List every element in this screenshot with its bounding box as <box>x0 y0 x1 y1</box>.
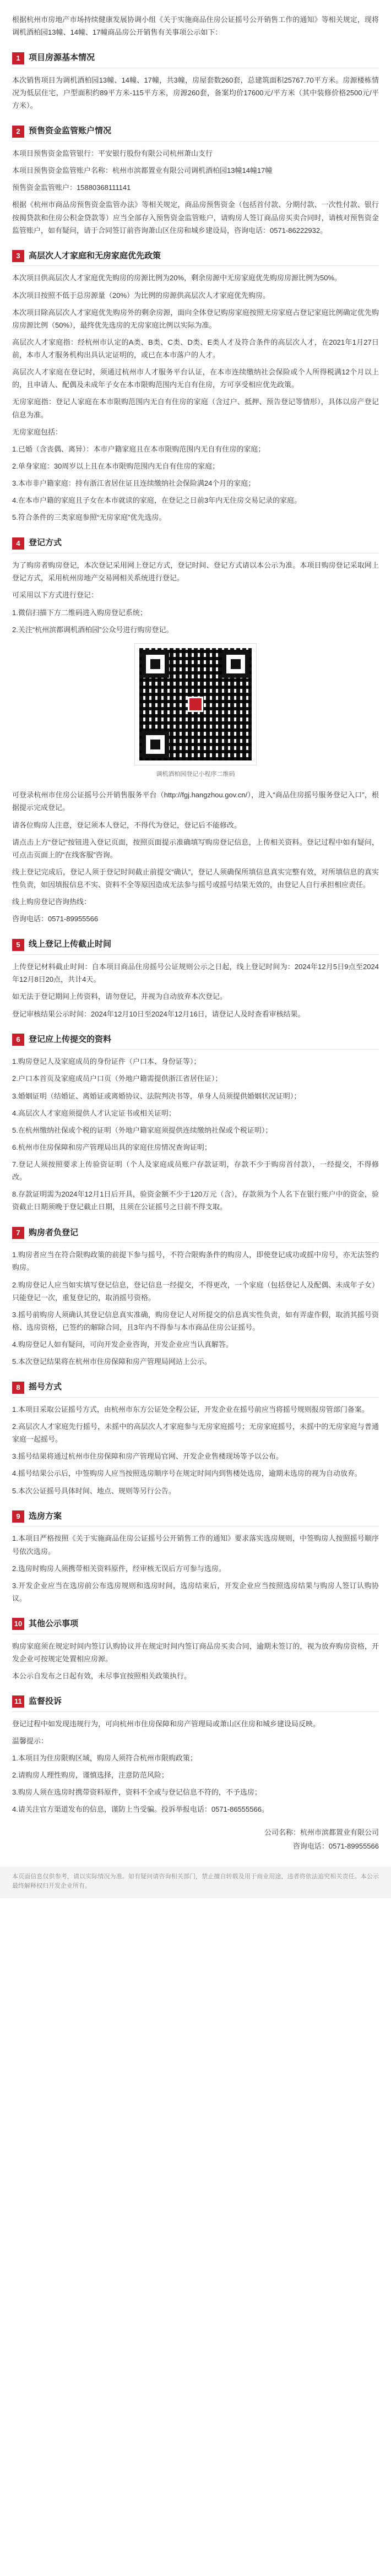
section-paragraph: 3.摇号结果将通过杭州市住房保障和房产管理局官网、开发企业售楼现场等予以公布。 <box>12 1452 283 1461</box>
section-paragraph: 7.登记人须按照要求上传验资证明（个人及家庭成员账户存款证明，存款不少于购房首付款），一经提交，不得修改。 <box>12 1160 379 1182</box>
section-title: 选房方案 <box>29 1511 62 1521</box>
section-paragraph: 4.摇号结果公示后，中签购房人应当按照选房顺序号在规定时间内到售楼处选房，逾期未选房的视为自动放弃。 <box>12 1469 362 1478</box>
section-number-badge: 6 <box>12 1034 24 1046</box>
signature-phone: 咨询电话：0571-89955566 <box>292 1841 379 1850</box>
section-paragraph: 4.在本市户籍的家庭且子女在本市就读的家庭，在登记之日前3年内无住房交易记录的家庭。 <box>12 496 302 505</box>
section-title: 摇号方式 <box>29 1382 62 1392</box>
section-paragraph: 本项目预售资金监管银行：平安银行股份有限公司杭州萧山支行 <box>12 149 213 157</box>
footer-disclaimer <box>0 1867 391 1898</box>
section-paragraph: 请点击上方“登记”按钮进入登记页面，按照页面提示准确填写购房登记信息，上传相关资料。登记过程中如有疑问，可点击页面上的“在线客服”咨询。 <box>12 838 379 859</box>
section-paragraph: 1.微信扫描下方二维码进入购房登记系统； <box>12 608 147 617</box>
section-header <box>12 1617 379 1634</box>
section-number-badge: 2 <box>12 126 24 138</box>
section-paragraph: 2.高层次人才家庭先行摇号，未摇中的高层次人才家庭参与无房家庭摇号；无房家庭摇号，未摇中的无房家庭与普通家庭一起摇号。 <box>12 1422 379 1444</box>
section-paragraph: 预售资金监管账户：15880368111141 <box>12 183 131 192</box>
section-paragraph: 1.本项目严格按照《关于实施商品住房公证摇号公开销售工作的通知》要求落实选房规则，中签购房人按照摇号顺序号依次选房。 <box>12 1534 379 1556</box>
section-number-badge: 8 <box>12 1382 24 1394</box>
section-paragraph: 1.本项目采取公证摇号方式，由杭州市东方公证处全程公证，开发企业在摇号前应当将摇号规则报房管部门备案。 <box>12 1405 369 1414</box>
section-paragraph: 8.存款证明需为2024年12月1日后开具，验资金额不少于120万元（含），存款须为个人名下在银行账户中的资金，验资截止日期须晚于登记截止日期，且须在公证摇号之日前不得支取。 <box>12 1190 379 1211</box>
section-number-badge: 10 <box>12 1618 24 1630</box>
section-paragraph: 线上登记完成后，登记人须于登记时间截止前提交“确认”，登记人须确保所填信息真实完整有效，对所填信息的真实性负责，如因填报信息不实、资料不全等原因造成无法参与摇号或摇号结果无效的，由登记人自行承担相应责任。 <box>12 867 379 889</box>
section-paragraph: 无房家庭包括： <box>12 427 63 436</box>
section-paragraph: 上传登记材料截止时间：自本项目商品住房摇号公证规则公示之日起，线上登记时间为：2024年12月5日9点至2024年12月8日20点，共计4天。 <box>12 963 379 984</box>
section-paragraph: 根据《杭州市商品房预售资金监管办法》等相关规定，商品房预售资金（包括首付款、分期付款、一次性付款、银行按揭贷款和住房公积金贷款等）应当全部存入预售资金监管账户，请购房人签订商品房买卖合同时，请核对预售资金监管账户，如有疑问，请于合同签订前咨询萧山区住房和城乡建设局，咨询电话：0571-86222932。 <box>12 200 379 235</box>
section-paragraph: 可采用以下方式进行登记： <box>12 591 99 600</box>
section-paragraph: 5.本次公证摇号具体时间、地点、规则等另行公告。 <box>12 1486 176 1495</box>
section-header <box>12 1032 379 1050</box>
section-title: 其他公示事项 <box>29 1619 79 1629</box>
section-title: 线上登记上传截止时间 <box>29 939 112 949</box>
section-paragraph: 本次项目除高层次人才家庭优先购房外的剩余房源，面向全体登记购房家庭按照无房家庭占登记家庭比例确定优先购房房源比例（50%），最终优先选房的无房家庭比例以实际为准。 <box>12 308 379 329</box>
section-number-badge: 4 <box>12 537 24 550</box>
section-paragraph: 温馨提示： <box>12 1736 48 1745</box>
section-paragraph: 5.在杭州缴纳社保或个税的证明（外地户籍家庭须提供连续缴纳社保或个税证明）； <box>12 1126 273 1134</box>
section-paragraph: 5.符合条件的三类家庭参照“无房家庭”优先选房。 <box>12 513 166 522</box>
section-header <box>12 937 379 955</box>
section-title: 高层次人才家庭和无房家庭优先政策 <box>29 251 161 260</box>
section-paragraph: 3.婚姻证明（结婚证、离婚证或离婚协议、法院判决书等，单身人员须提供婚姻状况证明）； <box>12 1091 301 1100</box>
section-paragraph: 如无法于登记期间上传资料，请勿登记，并视为自动放弃本次登记。 <box>12 992 227 1001</box>
section-paragraph: 4.购房登记人如有疑问，可向开发企业咨询，开发企业应当认真解答。 <box>12 1340 233 1349</box>
section-number-badge: 11 <box>12 1695 24 1708</box>
section-paragraph: 高层次人才家庭在登记时，须通过杭州市人才服务平台认证，在本市连续缴纳社会保险或个人所得税满12个月以上的，且申请人、配偶及未成年子女在本市限购范围内无自有住房，方可享受相应优先政策。 <box>12 368 379 389</box>
section-paragraph: 2.单身家庭：30周岁以上且在本市限购范围内无自有住房的家庭； <box>12 461 220 470</box>
section-number-badge: 3 <box>12 250 24 262</box>
section-header <box>12 249 379 267</box>
section-paragraph: 3.摇号前购房人须确认其登记信息真实准确，购房登记人对所提交的信息真实性负责，如有弄虚作假，取消其摇号资格、选房资格，已签约的解除合同，且3年内不得参与本市商品住房公证摇号。 <box>12 1310 379 1332</box>
section-header <box>12 1509 379 1527</box>
section-paragraph: 2.购房登记人应当如实填写登记信息，登记信息一经提交，不得更改，一个家庭（包括登记人及配偶、未成年子女）只能登记一次，重复登记的，取消摇号资格。 <box>12 1280 379 1302</box>
footer-disclaimer-text: 本页面信息仅供参考，请以实际情况为准。如有疑问请咨询相关部门，禁止擅自转载及用于商业用途，违者将依法追究相关责任。本公示最终解释权归开发企业所有。 <box>12 1873 379 1890</box>
section-header <box>12 1694 379 1712</box>
section-paragraph: 本公示自发布之日起有效，未尽事宜按照相关政策执行。 <box>12 1671 192 1680</box>
section-paragraph: 线上购房登记咨询热线： <box>12 898 91 906</box>
section-number-badge: 5 <box>12 939 24 951</box>
signature-company: 公司名称：杭州市滨都置业有限公司 <box>264 1828 379 1836</box>
section-paragraph: 为了购房者购房登记，本次登记采用网上登记方式，登记时间、登记方式请以本公示为准。本项目购房登记采取网上登记方式，采用杭州房地产交易网相关系统进行登记。 <box>12 561 379 583</box>
section-number-badge: 1 <box>12 52 24 64</box>
signature-block <box>12 1826 379 1852</box>
sections-container <box>12 51 379 1816</box>
section-paragraph: 高层次人才家庭指：经杭州市认定的A类、B类、C类、D类、E类人才及符合条件的高层次人才，在2021年1月27日前，本市人才服务机构出具认定证明的，或已在本市落户的人才。 <box>12 338 379 360</box>
section-paragraph: 6.杭州市住房保障和房产管理局出具的家庭住房情况查询证明； <box>12 1143 211 1151</box>
qr-caption: 调机酒柏园登记小程序二维码 <box>156 770 235 778</box>
section-paragraph: 本次项目供高层次人才家庭优先购房的房源比例为20%，剩余房源中无房家庭优先购房房源比例为50%。 <box>12 274 342 282</box>
section-paragraph: 可登录杭州市住房公证摇号公开销售服务平台（http://fgj.hangzhou.gov.cn/），进入“商品住房摇号服务登记入口”，根据提示完成登记。 <box>12 791 379 812</box>
section-paragraph: 2.户口本首页及家庭成员户口页（外地户籍需提供浙江省居住证）； <box>12 1074 222 1083</box>
section-paragraph: 2.关注“杭州滨都调机酒柏园”公众号进行购房登记。 <box>12 625 173 634</box>
section-number-badge: 9 <box>12 1510 24 1523</box>
section-paragraph: 1.本项目为住房限购区域，购房人须符合杭州市限购政策； <box>12 1754 197 1763</box>
section-paragraph: 2.选房时购房人须携带相关资料原件，经审核无误后方可参与选房。 <box>12 1564 226 1573</box>
section-paragraph: 购房家庭须在规定时间内签订认购协议并在规定时间内签订商品房买卖合同，逾期未签订的，视为放弃购房资格，开发企业可按规定处置相应房源。 <box>12 1642 379 1663</box>
section-paragraph: 本项目预售资金监管账户名称：杭州市滨都置业有限公司调机酒柏园13幢14幢17幢 <box>12 166 273 175</box>
section-header <box>12 124 379 142</box>
section-paragraph: 3.购房人须在选房时携带资料原件，资料不全或与登记信息不符的，不予选房； <box>12 1788 262 1797</box>
section-paragraph: 5.本次登记结果将在杭州市住房保障和房产管理局网站上公示。 <box>12 1357 211 1366</box>
qr-code-icon[interactable] <box>135 644 256 765</box>
section-title: 监督投诉 <box>29 1697 62 1707</box>
section-title: 项目房源基本情况 <box>29 53 95 63</box>
section-title: 购房者负登记 <box>29 1227 79 1237</box>
section-paragraph: 4.高层次人才家庭须提供人才认定证书或相关证明； <box>12 1108 176 1117</box>
section-paragraph: 本次销售项目为调机酒柏园13幢、14幢、17幢，共3幢，房屋套数260套，总建筑面积25767.70平方米。房源楼栋情况为低层住宅，户型面积约89平方米-115平方米，房源260套，备案均价17600元/平方米（其中装修价格2500元/平方米）。 <box>12 75 379 110</box>
section-number-badge: 7 <box>12 1227 24 1239</box>
intro-paragraph: 根据杭州市房地产市场持续健康发展协调小组《关于实施商品住房公证摇号公开销售工作的通知》等相关规定，现将调机酒柏园13幢、14幢、17幢商品房公开销售有关事项公示如下： <box>12 15 379 37</box>
section-header <box>12 1226 379 1243</box>
section-paragraph: 登记过程中如发现违规行为，可向杭州市住房保障和房产管理局或萧山区住房和城乡建设局反映。 <box>12 1719 321 1728</box>
section-paragraph: 咨询电话：0571-89955566 <box>12 915 99 923</box>
section-paragraph: 1.已婚（含丧偶、离异）：本市户籍家庭且在本市限购范围内无自有住房的家庭； <box>12 444 265 453</box>
section-header <box>12 1380 379 1398</box>
section-title: 预售资金监管账户情况 <box>29 126 112 136</box>
section-paragraph: 4.请关注官方渠道发布的信息，谨防上当受骗。投诉举报电话：0571-86555566。 <box>12 1805 269 1814</box>
section-paragraph: 1.购房登记人及家庭成员的身份证件（户口本、身份证等）； <box>12 1057 201 1066</box>
section-paragraph: 3.开发企业应当在选房前公布选房规则和选房时间，选房结束后，开发企业应当按照选房结果与购房人签订认购协议。 <box>12 1581 379 1602</box>
section-paragraph: 请各位购房人注意，登记须本人登记，不得代为登记，登记后不能修改。 <box>12 820 242 829</box>
section-header <box>12 51 379 68</box>
section-title: 登记应上传提交的资料 <box>29 1034 112 1044</box>
qr-code-block <box>12 644 379 780</box>
section-paragraph: 2.请购房人理性购房，谨慎选择，注意防范风险； <box>12 1771 169 1780</box>
section-header <box>12 536 379 553</box>
section-paragraph: 1.购房者应当在符合限购政策的前提下参与摇号，不符合限购条件的购房人，即使登记成功或摇中房号，亦无法签约购房。 <box>12 1251 379 1272</box>
section-paragraph: 3.本市非户籍家庭：持有浙江省居住证且连续缴纳社会保险满24个月的家庭； <box>12 479 256 488</box>
section-paragraph: 本次项目按照不低于总房源量（20%）为比例的房源供高层次人才家庭优先购房。 <box>12 291 270 300</box>
section-paragraph: 登记审核结果公示时间：2024年12月10日至2024年12月16日，请登记人及时查看审核结果。 <box>12 1009 305 1018</box>
section-title: 登记方式 <box>29 538 62 548</box>
section-paragraph: 无房家庭指：登记人家庭在本市限购范围内无自有住房的家庭（含过户、抵押、预告登记等情形），具体以房产登记信息为准。 <box>12 398 379 419</box>
